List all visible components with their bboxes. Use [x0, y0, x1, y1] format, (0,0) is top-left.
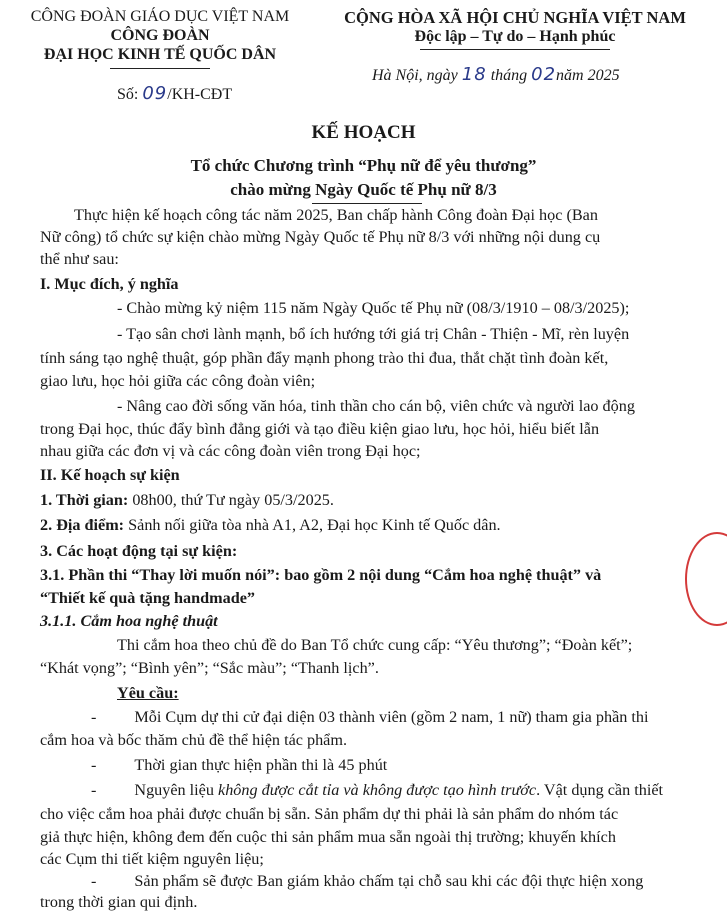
requirement-4-line-2: trong thời gian qui định. — [40, 893, 198, 911]
contest-heading-line-2: “Thiết kế quà tặng handmade” — [40, 589, 255, 607]
left-header-underline — [110, 68, 210, 69]
contest-heading-line-1: 3.1. Phần thi “Thay lời muốn nói”: bao gồm 2 nội dung “Cắm hoa nghệ thuật” và — [40, 566, 602, 584]
document-date: Hà Nội, ngày 18 tháng 02năm 2025 — [372, 64, 620, 85]
requirement-3-line-4: các Cụm thi tiết kiệm nguyên liệu; — [40, 850, 264, 868]
requirement-3-line-3: giả thực hiện, không đem đến cuộc thi sản phẩm mua sẵn ngoài thị trường; khuyến khích — [40, 828, 616, 846]
document-subtitle-2: chào mừng Ngày Quốc tế Phụ nữ 8/3 — [230, 180, 497, 199]
section-1-heading: I. Mục đích, ý nghĩa — [40, 275, 179, 293]
intro-line-2: Nữ công) tổ chức sự kiện chào mừng Ngày Quốc tế Phụ nữ 8/3 với những nội dung cụ — [40, 228, 601, 246]
themes-line-1: Thi cắm hoa theo chủ đề do Ban Tổ chức cung cấp: “Yêu thương”; “Đoàn kết”; — [117, 636, 633, 654]
event-time: 1. Thời gian: 08h00, thứ Tư ngày 05/3/2025. — [40, 491, 334, 509]
national-title: CỘNG HÒA XÃ HỘI CHỦ NGHĨA VIỆT NAM — [344, 8, 686, 27]
seal-stamp-icon — [685, 532, 727, 626]
national-motto: Độc lập – Tự do – Hạnh phúc — [414, 28, 616, 45]
purpose-item-2-line-3: giao lưu, học hỏi giữa các công đoàn viên; — [40, 372, 316, 390]
handwritten-number: 09 — [142, 83, 168, 104]
event-place: 2. Địa điểm: Sảnh nối giữa tòa nhà A1, A2, Đại học Kinh tế Quốc dân. — [40, 516, 501, 534]
requirement-3-line-2: cho việc cắm hoa phải được chuẩn bị sẵn. Sản phẩm dự thi phải là sản phẩm do nhóm tác — [40, 805, 619, 823]
right-header-underline — [420, 49, 610, 50]
handwritten-month: 02 — [531, 64, 557, 85]
title-underline — [312, 203, 422, 204]
purpose-item-2-line-1: - Tạo sân chơi lành mạnh, bổ ích hướng tới giá trị Chân - Thiện - Mĩ, rèn luyện — [117, 325, 630, 343]
themes-line-2: “Khát vọng”; “Bình yên”; “Sắc màu”; “Thanh lịch”. — [40, 659, 379, 677]
union-name-line3: ĐẠI HỌC KINH TẾ QUỐC DÂN — [43, 46, 277, 63]
requirement-1-line-2: cắm hoa và bốc thăm chủ đề thể hiện tác phẩm. — [40, 731, 347, 749]
handwritten-day: 18 — [461, 64, 487, 85]
intro-line-1: Thực hiện kế hoạch công tác năm 2025, Ban chấp hành Công đoàn Đại học (Ban — [74, 206, 598, 224]
purpose-item-3-line-1: - Nâng cao đời sống văn hóa, tinh thần cho cán bộ, viên chức và người lao động — [117, 397, 635, 415]
requirement-4-line-1: - Sản phẩm sẽ được Ban giám khảo chấm tại chỗ sau khi các đội thực hiện xong — [91, 872, 644, 890]
intro-line-3: thể như sau: — [40, 250, 119, 268]
document-number: Số: 09/KH-CĐT — [117, 83, 233, 104]
requirement-3-line-1: - Nguyên liệu không được cắt tỉa và không được tạo hình trước. Vật dụng cần thiết — [91, 781, 664, 799]
purpose-item-2-line-2: tính sáng tạo nghệ thuật, góp phần đẩy mạnh phong trào thi đua, thắt chặt tình đoàn kết, — [40, 349, 609, 367]
document-title: KẾ HOẠCH — [311, 122, 416, 143]
requirements-heading: Yêu cầu: — [117, 684, 179, 702]
union-name-line1: CÔNG ĐOÀN GIÁO DỤC VIỆT NAM — [30, 8, 290, 25]
activities-heading: 3. Các hoạt động tại sự kiện: — [40, 542, 238, 560]
union-name-line2: CÔNG ĐOÀN — [110, 27, 210, 44]
document-subtitle-1: Tổ chức Chương trình “Phụ nữ để yêu thương” — [190, 156, 537, 175]
purpose-item-3-line-2: trong Đại học, thúc đẩy bình đẳng giới và tạo điều kiện giao lưu, học hỏi, hiểu biết lẫn — [40, 420, 600, 438]
flower-arranging-heading: 3.1.1. Cắm hoa nghệ thuật — [40, 612, 218, 630]
requirement-1-line-1: - Mỗi Cụm dự thi cử đại diện 03 thành viên (gồm 2 nam, 1 nữ) tham gia phần thi — [91, 708, 649, 726]
purpose-item-1: - Chào mừng kỷ niệm 115 năm Ngày Quốc tế Phụ nữ (08/3/1910 – 08/3/2025); — [117, 299, 630, 317]
purpose-item-3-line-3: nhau giữa các đơn vị và các công đoàn viên trong Đại học; — [40, 442, 421, 460]
requirement-2: - Thời gian thực hiện phần thi là 45 phút — [91, 756, 388, 774]
section-2-heading: II. Kế hoạch sự kiện — [40, 466, 180, 484]
